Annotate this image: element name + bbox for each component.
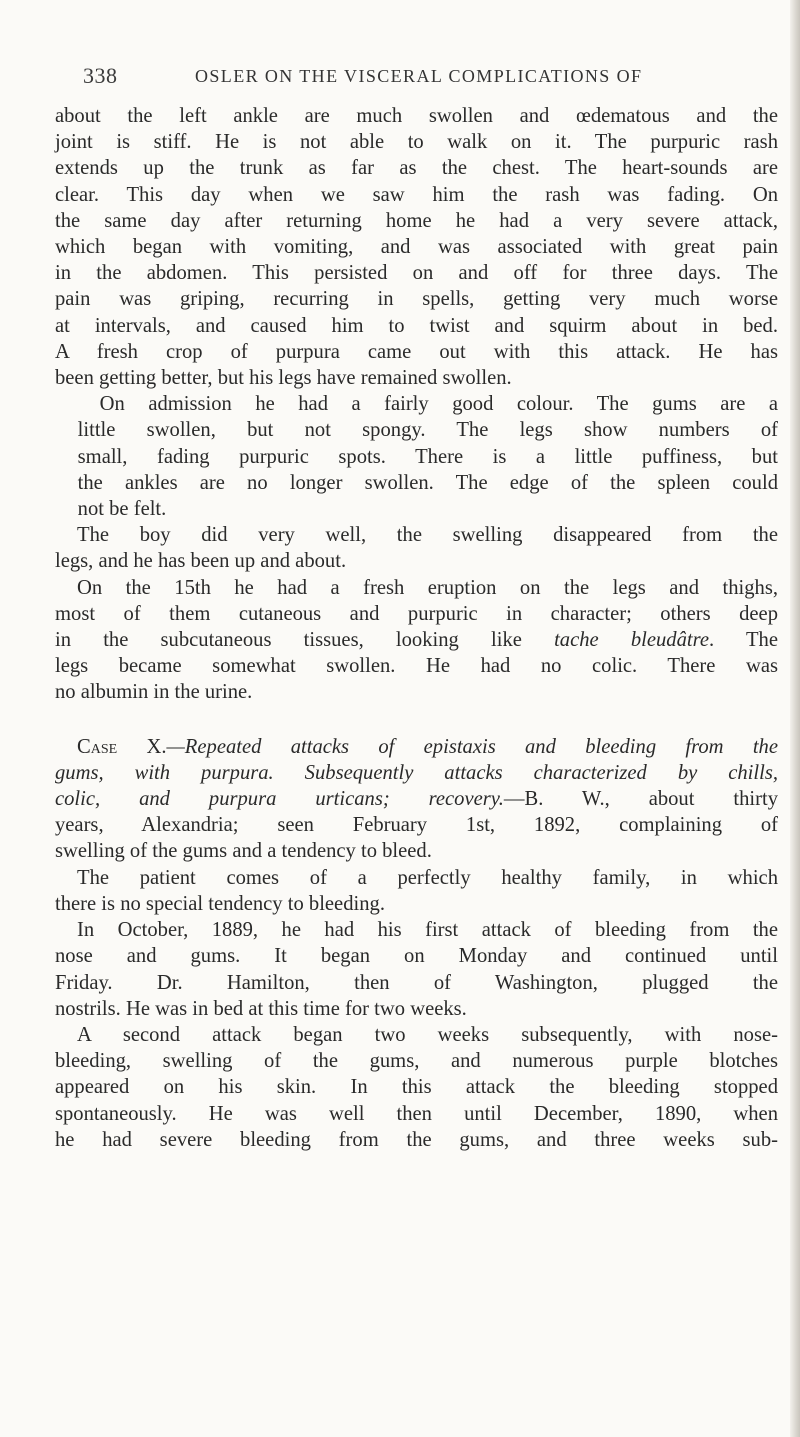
text-line: The patient comes of a perfectly healthy family, in which (77, 866, 778, 889)
text-line: clear. This day when we saw him the rash was fading. On (55, 183, 778, 206)
text-line: On the 15th he had a fresh eruption on the legs and thighs, (77, 576, 778, 599)
text-line (55, 734, 778, 760)
case-paragraph-3 (55, 1022, 778, 1153)
text-fragment: . The (709, 629, 778, 652)
text-line: small, fading purpuric spots. There is a little puffiness, but (77, 445, 778, 468)
text-line: joint is stiff. He is not able to walk on it. The purpuric rash (55, 131, 778, 154)
text-line: bleeding, swelling of the gums, and numerous purple blotches (55, 1050, 778, 1073)
page-edge-shadow (790, 0, 800, 1437)
text-line: not be felt. (77, 498, 167, 521)
text-line (55, 786, 778, 812)
text-line: most of them cutaneous and purpuric in character; others deep (55, 602, 778, 625)
text-line: legs became somewhat swollen. He had no colic. There was (55, 655, 778, 678)
paragraph-4 (55, 575, 778, 706)
case-title: colic, and purpura urticans; recovery. (55, 788, 504, 811)
running-head: OSLER ON THE VISCERAL COMPLICATIONS OF (195, 66, 643, 86)
text-line: extends up the trunk as far as the chest. The heart-sounds are (55, 157, 778, 180)
case-title: —Repeated attacks of epistaxis and bleeding from the (166, 735, 778, 758)
case-label: Case X. (77, 735, 167, 758)
text-line: the same day after returning home he had a very severe attack, (55, 209, 778, 232)
text-line: appeared on his skin. In this attack the bleeding stopped (55, 1076, 778, 1099)
text-line: On admission he had a fairly good colour. The gums are a (99, 393, 778, 416)
text-line: gums, with purpura. Subsequently attacks characterized by chills, (55, 761, 778, 784)
text-line: pain was griping, recurring in spells, getting very much worse (55, 288, 778, 311)
paragraph-1 (55, 103, 778, 391)
text-line: he had severe bleeding from the gums, and three weeks sub- (55, 1128, 778, 1151)
page-number: 338 (83, 63, 118, 88)
text-line: nostrils. He was in bed at this time for two weeks. (55, 997, 467, 1020)
case-heading (55, 734, 778, 865)
text-line: which began with vomiting, and was associated with great pain (55, 236, 778, 259)
text-line: Friday. Dr. Hamilton, then of Washington, plugged the (55, 971, 778, 994)
text-fragment: —B. W., about thirty (503, 788, 778, 811)
text-line: A fresh crop of purpura came out with this attack. He has (55, 340, 778, 363)
page-header (83, 63, 763, 93)
text-line: little swollen, but not spongy. The legs show numbers of (77, 419, 778, 442)
case-paragraph-2 (55, 917, 778, 1022)
paragraph-3 (55, 522, 778, 574)
case-paragraph-1 (55, 865, 778, 917)
paragraph-2 (55, 391, 778, 522)
text-line: there is no special tendency to bleeding. (55, 892, 385, 915)
text-line: swelling of the gums and a tendency to bleed. (55, 840, 432, 863)
text-line: the ankles are no longer swollen. The edge of the spleen could (77, 471, 778, 494)
text-line: been getting better, but his legs have remained swollen. (55, 367, 512, 390)
italic-term: tache bleudâtre (554, 629, 710, 652)
text-line: In October, 1889, he had his first attack of bleeding from the (77, 919, 778, 942)
body-text (55, 103, 778, 1153)
text-line: legs, and he has been up and about. (55, 550, 347, 573)
text-line: nose and gums. It began on Monday and continued until (55, 945, 778, 968)
text-line: about the left ankle are much swollen and œdematous and the (55, 105, 778, 127)
text-line: in the abdomen. This persisted on and off for three days. The (55, 262, 778, 285)
text-fragment: in the subcutaneous tissues, looking like (55, 629, 555, 652)
text-line: no albumin in the urine. (55, 681, 253, 704)
text-line: A second attack began two weeks subsequently, with nose- (77, 1023, 778, 1046)
text-line: years, Alexandria; seen February 1st, 1892, complaining of (55, 814, 778, 837)
text-line (55, 627, 778, 653)
text-line: at intervals, and caused him to twist and squirm about in bed. (55, 314, 778, 337)
text-line: spontaneously. He was well then until December, 1890, when (55, 1102, 778, 1125)
text-line: The boy did very well, the swelling disappeared from the (77, 524, 778, 547)
